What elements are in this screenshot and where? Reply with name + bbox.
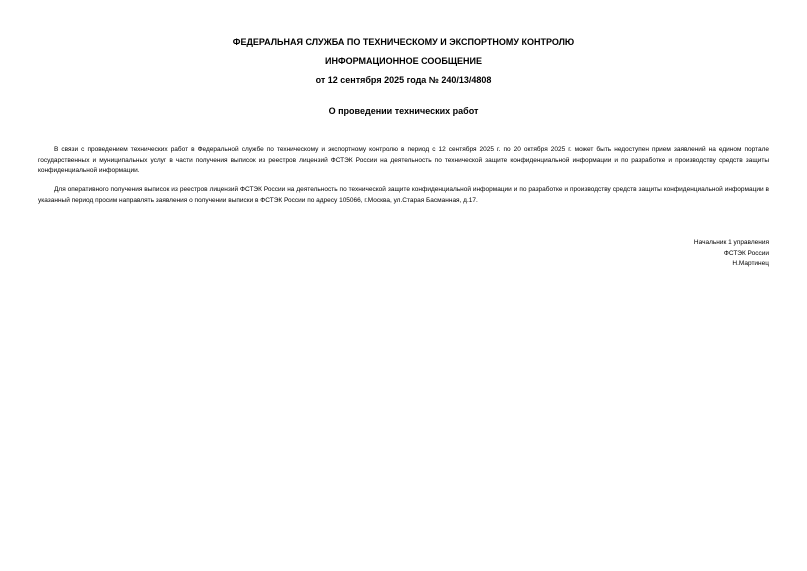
document-subject: О проведении технических работ	[328, 106, 479, 116]
document-type: ИНФОРМАЦИОННОЕ СООБЩЕНИЕ	[325, 56, 482, 66]
body-paragraph-1: В связи с проведением технических работ в Федеральной службе по техническому и экспортному контролю в период с 12 сентября 2025 г. по 20 октября 2025 г. может быть недоступен прием заявлений на едином портале государственных и муниципальных услуг в части получения выписок из реестров лицензий ФСТЭК России на деятельность по технической защите конфиденциальной информации и по разработке и производству средств защиты конфиденциальной информации.	[38, 146, 769, 174]
agency-title: ФЕДЕРАЛЬНАЯ СЛУЖБА ПО ТЕХНИЧЕСКОМУ И ЭКСПОРТНОМУ КОНТРОЛЮ	[232, 37, 575, 47]
signature-name: Н.Мартинец	[732, 260, 769, 267]
body-paragraph-2: Для оперативного получения выписок из реестров лицензий ФСТЭК России на деятельность по технической защите конфиденциальной информации и по разработке и производству средств защиты конфиденциальной информации в указанный период просим направлять заявления о получении выписки в ФСТЭК России по адресу 105066, г.Москва, ул.Старая Басманная, д.17.	[38, 186, 769, 204]
signature-organization: ФСТЭК России	[723, 249, 769, 257]
signature-block	[694, 238, 769, 270]
document-date-number: от 12 сентября 2025 года № 240/13/4808	[315, 75, 492, 85]
signature-position: Начальник 1 управления	[693, 239, 769, 246]
